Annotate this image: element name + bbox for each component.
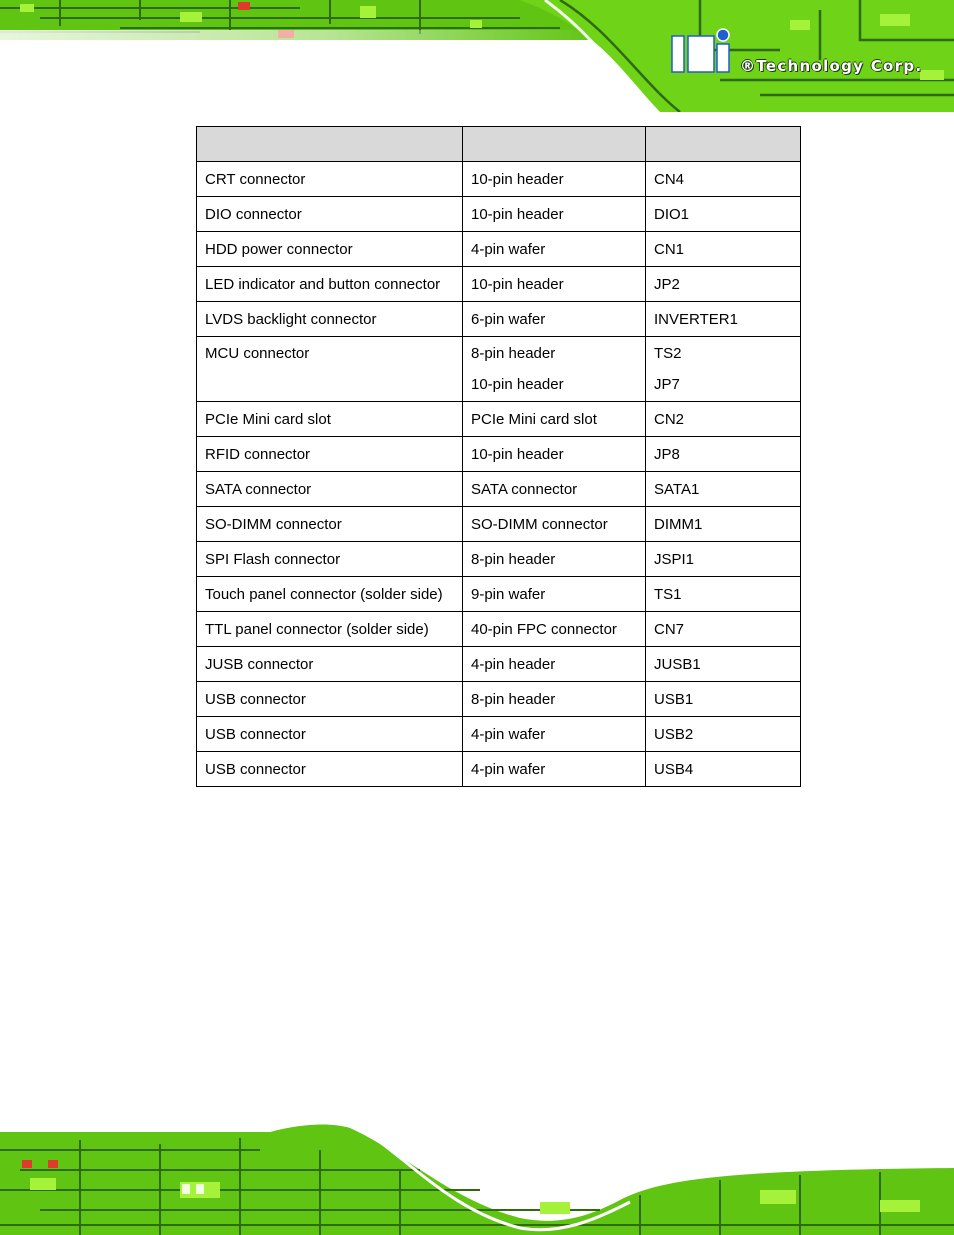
connector-type: 40-pin FPC connector	[471, 620, 617, 638]
connector-label: SATA1	[654, 480, 700, 498]
connector-label-cell	[646, 437, 801, 472]
connector-type-cell	[463, 162, 646, 197]
connector-type: 10-pin header	[471, 275, 564, 293]
connector-label: CN7	[654, 620, 685, 638]
iei-logo-icon	[672, 29, 729, 72]
connector-label: JSPI1	[654, 550, 695, 568]
connector-name-cell: USB connector	[197, 752, 463, 787]
table-row	[197, 542, 801, 577]
connector-label-cell	[646, 232, 801, 267]
connector-label: CN1	[654, 240, 685, 258]
connector-label-cell	[646, 302, 801, 337]
connector-type-cell	[463, 507, 646, 542]
connector-label: CN2	[654, 410, 685, 428]
connector-name-cell: LED indicator and button connector	[197, 267, 463, 302]
connector-type: SO-DIMM connector	[471, 515, 608, 533]
table-row	[197, 612, 801, 647]
header-label	[646, 127, 801, 162]
connector-label: JP8	[654, 445, 680, 463]
table-row	[197, 402, 801, 437]
connector-name-cell: TTL panel connector (solder side)	[197, 612, 463, 647]
table-row	[197, 162, 801, 197]
connector-label-cell	[646, 267, 801, 302]
connector-type: 4-pin wafer	[471, 760, 546, 778]
page-header-banner	[0, 0, 954, 112]
connector-type: 10-pin header	[471, 376, 564, 393]
connector-type-cell	[463, 302, 646, 337]
connector-type: 10-pin header	[471, 205, 564, 223]
table-header-row	[197, 127, 801, 162]
connector-name-cell: SATA connector	[197, 472, 463, 507]
table-row	[197, 267, 801, 302]
connector-name-cell: JUSB connector	[197, 647, 463, 682]
connector-type-cell	[463, 402, 646, 437]
table-row	[197, 232, 801, 267]
connector-name-cell: DIO connector	[197, 197, 463, 232]
connector-type: 9-pin wafer	[471, 585, 546, 603]
connector-name-cell: Touch panel connector (solder side)	[197, 577, 463, 612]
connector-type: 10-pin header	[471, 445, 564, 463]
connector-type-cell	[463, 337, 646, 402]
connector-label: JP7	[654, 376, 680, 393]
connector-type-cell	[463, 752, 646, 787]
connector-label-cell	[646, 402, 801, 437]
connector-label: JP2	[654, 275, 680, 293]
connector-name-cell: USB connector	[197, 717, 463, 752]
connector-type-cell	[463, 437, 646, 472]
connector-label-cell	[646, 577, 801, 612]
connector-label-cell	[646, 337, 801, 402]
connector-type: SATA connector	[471, 480, 578, 498]
connector-type-cell	[463, 472, 646, 507]
connector-label-cell	[646, 612, 801, 647]
connector-label: JUSB1	[654, 655, 701, 673]
connector-type: PCIe Mini card slot	[471, 410, 597, 428]
connector-type: 4-pin header	[471, 655, 556, 673]
table-row	[197, 337, 801, 402]
connector-label-cell	[646, 647, 801, 682]
table-row	[197, 717, 801, 752]
connector-label-cell	[646, 542, 801, 577]
connector-type: 8-pin header	[471, 550, 556, 568]
connector-type-cell	[463, 577, 646, 612]
connector-type-cell	[463, 197, 646, 232]
connector-type-cell	[463, 612, 646, 647]
header-type	[463, 127, 646, 162]
connector-name-cell: MCU connector	[197, 337, 463, 402]
connector-label: DIO1	[654, 205, 690, 223]
connector-type: 4-pin wafer	[471, 725, 546, 743]
connector-name-cell: SPI Flash connector	[197, 542, 463, 577]
connector-type-cell	[463, 682, 646, 717]
page-footer-banner	[0, 1120, 954, 1235]
connector-name-cell: PCIe Mini card slot	[197, 402, 463, 437]
connector-label: USB4	[654, 760, 694, 778]
table-row	[197, 472, 801, 507]
connector-label: USB1	[654, 690, 694, 708]
brand-name: ®Technology Corp.	[740, 57, 923, 75]
connector-table-container	[196, 126, 800, 787]
connector-name-cell: RFID connector	[197, 437, 463, 472]
table-row	[197, 507, 801, 542]
connector-type-cell	[463, 232, 646, 267]
connector-type: 6-pin wafer	[471, 310, 546, 328]
connector-name-cell: LVDS backlight connector	[197, 302, 463, 337]
connector-label: DIMM1	[654, 515, 703, 533]
connector-label-cell	[646, 752, 801, 787]
connector-label-cell	[646, 507, 801, 542]
header-connector	[197, 127, 463, 162]
connector-name-cell: HDD power connector	[197, 232, 463, 267]
connector-type-cell	[463, 717, 646, 752]
connector-label-cell	[646, 472, 801, 507]
connector-label: INVERTER1	[654, 310, 738, 328]
connector-label-cell	[646, 162, 801, 197]
table-row	[197, 302, 801, 337]
connector-type: 8-pin header	[471, 690, 556, 708]
connector-label: CN4	[654, 170, 685, 188]
connector-table	[196, 126, 801, 787]
connector-name-cell: CRT connector	[197, 162, 463, 197]
connector-name-cell: USB connector	[197, 682, 463, 717]
connector-label: TS1	[654, 585, 682, 603]
table-row	[197, 752, 801, 787]
connector-label-cell	[646, 682, 801, 717]
connector-type-cell	[463, 647, 646, 682]
connector-type: 10-pin header	[471, 170, 564, 188]
table-body	[197, 162, 801, 787]
table-row	[197, 647, 801, 682]
table-row	[197, 682, 801, 717]
table-row	[197, 437, 801, 472]
connector-type-cell	[463, 542, 646, 577]
connector-name-cell: SO-DIMM connector	[197, 507, 463, 542]
circuit-board-header-graphic	[0, 0, 954, 112]
connector-type: 4-pin wafer	[471, 240, 546, 258]
connector-label: TS2	[654, 345, 682, 362]
connector-type-cell	[463, 267, 646, 302]
connector-label-cell	[646, 717, 801, 752]
connector-label: USB2	[654, 725, 694, 743]
circuit-board-footer-graphic	[0, 1120, 954, 1235]
connector-label-cell	[646, 197, 801, 232]
table-row	[197, 577, 801, 612]
connector-type: 8-pin header	[471, 345, 556, 362]
table-row	[197, 197, 801, 232]
